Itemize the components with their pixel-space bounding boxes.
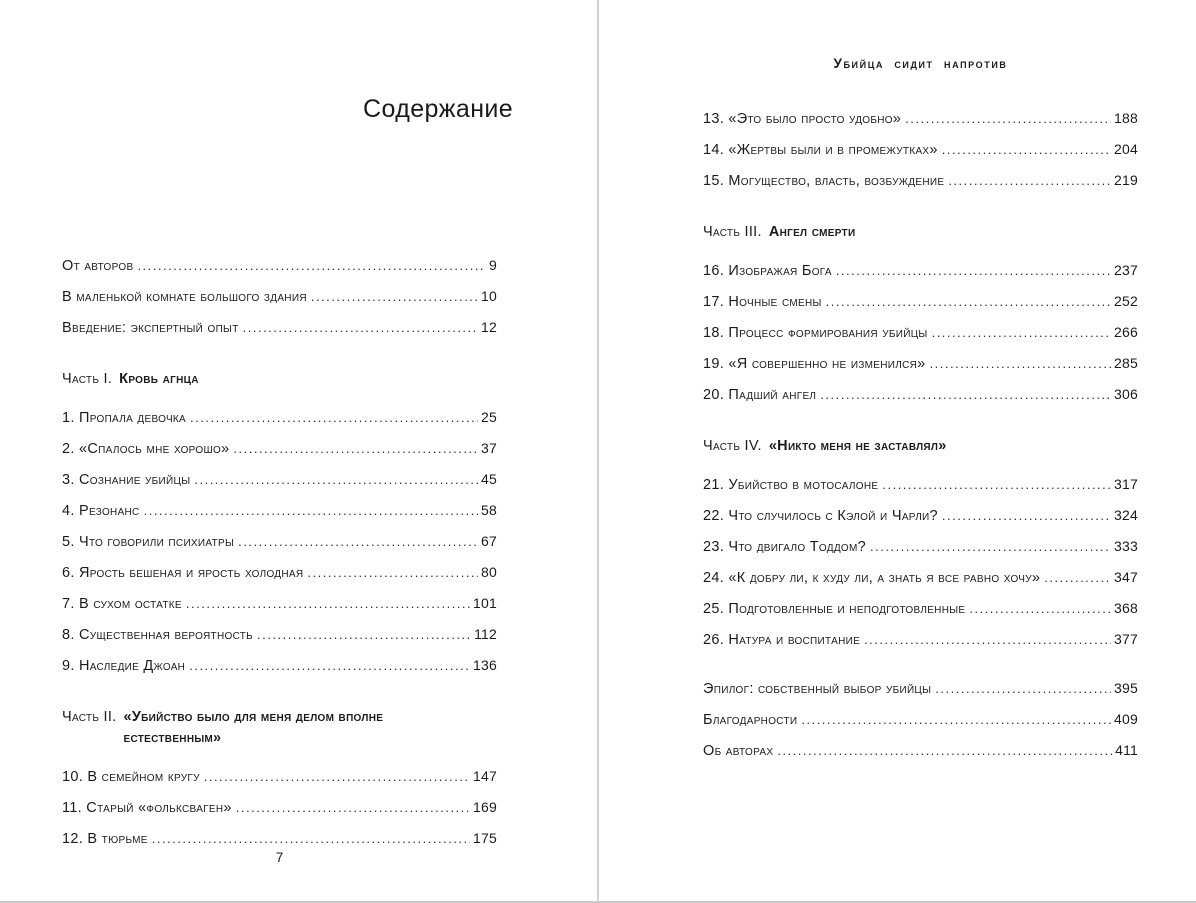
part-number: Часть I. — [62, 371, 113, 387]
toc-entry-label: 7. В сухом остатке — [62, 596, 182, 612]
toc-entry-page: 306 — [1114, 386, 1138, 402]
toc-entry — [62, 526, 497, 557]
toc-page-left — [0, 0, 598, 901]
toc-entry — [703, 165, 1138, 196]
toc-entry-label: 6. Ярость бешеная и ярость холодная — [62, 565, 304, 581]
part-title: Ангел смерти — [768, 224, 856, 240]
part-number: Часть III. — [703, 224, 762, 240]
toc-entry-page: 188 — [1114, 110, 1138, 126]
dot-leader — [826, 287, 1111, 317]
toc-back-matter — [703, 673, 1138, 766]
toc-entry-label: 22. Что случилось с Кэлой и Чарли? — [703, 508, 938, 524]
toc-entry — [62, 650, 497, 681]
toc-entry — [703, 500, 1138, 531]
part-heading-3 — [703, 222, 1138, 243]
toc-entry-label: 23. Что двигало Тоддом? — [703, 539, 866, 555]
toc-entry-label: 14. «Жертвы были и в промежутках» — [703, 142, 938, 158]
toc-part2-entries — [62, 761, 497, 854]
part-heading-1 — [62, 369, 497, 390]
toc-entry — [62, 464, 497, 495]
toc-entry-label: 17. Ночные смены — [703, 294, 822, 310]
toc-entry-page: 324 — [1114, 507, 1138, 523]
toc-entry-page: 12 — [481, 319, 497, 335]
toc-entry — [703, 255, 1138, 286]
toc-entry — [62, 250, 497, 281]
part-heading-4 — [703, 436, 1138, 457]
toc-entry — [62, 402, 497, 433]
toc-entry — [703, 317, 1138, 348]
toc-entry-label: 2. «Спалось мне хорошо» — [62, 441, 230, 457]
toc-entry-page: 368 — [1114, 600, 1138, 616]
dot-leader — [186, 589, 470, 619]
toc-entry-page: 136 — [473, 657, 497, 673]
toc-entry-label: В маленькой комнате большого здания — [62, 289, 307, 305]
toc-entry-label: Об авторах — [703, 743, 774, 759]
page-number-folio: 7 — [275, 850, 284, 865]
toc-title: Содержание — [363, 95, 514, 123]
dot-leader — [930, 349, 1111, 379]
toc-entry-page: 219 — [1114, 172, 1138, 188]
toc-entry-label: 24. «К добру ли, к худу ли, а знать я все равно хочу» — [703, 570, 1041, 586]
toc-entry-label: 8. Существенная вероятность — [62, 627, 254, 643]
toc-entry-label: Введение: экспертный опыт — [62, 320, 239, 336]
part-title: Кровь агнца — [119, 371, 199, 387]
toc-entry-page: 175 — [473, 830, 497, 846]
toc-entry — [62, 619, 497, 650]
dot-leader — [137, 251, 486, 281]
toc-entry-label: 11. Старый «фольксваген» — [62, 800, 232, 816]
dot-leader — [233, 434, 478, 464]
toc-entry-page: 409 — [1114, 711, 1138, 727]
toc-entry — [703, 379, 1138, 410]
dot-leader — [194, 465, 478, 495]
dot-leader — [777, 736, 1112, 766]
part-number: Часть IV. — [703, 438, 762, 454]
running-head: Убийца сидит напротив — [833, 56, 1008, 71]
toc-entry — [62, 557, 497, 588]
toc-entry-label: 9. Наследие Джоан — [62, 658, 186, 674]
toc-entry — [62, 792, 497, 823]
toc-entry — [703, 704, 1138, 735]
toc-entry-label: 21. Убийство в мотосалоне — [703, 477, 879, 493]
toc-entry — [62, 495, 497, 526]
toc-entry-page: 10 — [481, 288, 497, 304]
toc-entry-label: 25. Подготовленные и неподготовленные — [703, 601, 966, 617]
toc-entry-page: 204 — [1114, 141, 1138, 157]
toc-entry — [62, 281, 497, 312]
toc-part4-entries — [703, 469, 1138, 655]
toc-entry — [703, 348, 1138, 379]
dot-leader — [864, 625, 1111, 655]
toc-entry — [703, 286, 1138, 317]
dot-leader — [969, 594, 1111, 624]
dot-leader — [243, 313, 478, 343]
dot-leader — [1044, 563, 1111, 593]
toc-entry-page: 112 — [474, 626, 497, 642]
toc-part1-entries — [62, 402, 497, 681]
dot-leader — [238, 527, 478, 557]
toc-entry-label: 18. Процесс формирования убийцы — [703, 325, 928, 341]
toc-entry-page: 169 — [473, 799, 497, 815]
dot-leader — [836, 256, 1111, 286]
toc-entry-page: 347 — [1114, 569, 1138, 585]
part-number: Часть II. — [62, 709, 117, 725]
toc-entry — [703, 103, 1138, 134]
toc-entry-page: 58 — [481, 502, 497, 518]
toc-entry — [703, 134, 1138, 165]
dot-leader — [820, 380, 1111, 410]
toc-entry-label: 10. В семейном кругу — [62, 769, 200, 785]
toc-entry — [703, 593, 1138, 624]
toc-entry-label: 5. Что говорили психиатры — [62, 534, 235, 550]
toc-entry — [703, 469, 1138, 500]
toc-entry-page: 101 — [473, 595, 497, 611]
dot-leader — [942, 501, 1111, 531]
dot-leader — [307, 558, 478, 588]
dot-leader — [905, 104, 1111, 134]
toc-entry-page: 147 — [473, 768, 497, 784]
toc-entry-label: Благодарности — [703, 712, 798, 728]
toc-front-matter — [62, 250, 497, 343]
toc-entry — [703, 531, 1138, 562]
toc-entry-page: 9 — [489, 257, 497, 273]
toc-entry-label: Эпилог: собственный выбор убийцы — [703, 681, 932, 697]
toc-entry-page: 80 — [481, 564, 497, 580]
toc-entry-page: 237 — [1114, 262, 1138, 278]
dot-leader — [932, 318, 1111, 348]
toc-entry-label: От авторов — [62, 258, 134, 274]
toc-entry-page: 266 — [1114, 324, 1138, 340]
toc-entry — [703, 624, 1138, 655]
dot-leader — [942, 135, 1111, 165]
toc-entry-label: 3. Сознание убийцы — [62, 472, 191, 488]
dot-leader — [801, 705, 1111, 735]
toc-entry-page: 395 — [1114, 680, 1138, 696]
toc-entry-label: 12. В тюрьме — [62, 831, 148, 847]
toc-entry-page: 25 — [481, 409, 497, 425]
dot-leader — [311, 282, 478, 312]
toc-entry-page: 37 — [481, 440, 497, 456]
toc-entry-label: 15. Могущество, власть, возбуждение — [703, 173, 945, 189]
toc-entry-label: 26. Натура и воспитание — [703, 632, 861, 648]
toc-entry — [62, 588, 497, 619]
toc-entry-page: 67 — [481, 533, 497, 549]
toc-entry — [703, 562, 1138, 593]
toc-entry — [703, 673, 1138, 704]
toc-entry-label: 16. Изображая Бога — [703, 263, 832, 279]
part-heading-2 — [62, 707, 497, 749]
toc-entry-page: 285 — [1114, 355, 1138, 371]
toc-entry-page: 333 — [1114, 538, 1138, 554]
dot-leader — [948, 166, 1111, 196]
toc-entry-label: 19. «Я совершенно не изменился» — [703, 356, 926, 372]
toc-page-right — [598, 0, 1196, 901]
toc-entry-page: 377 — [1114, 631, 1138, 647]
toc-entry-label: 4. Резонанс — [62, 503, 140, 519]
toc-part3-entries — [703, 255, 1138, 410]
part-title: «Убийство было для меня делом вполне естественным» — [123, 709, 384, 746]
dot-leader — [882, 470, 1111, 500]
toc-entry — [62, 433, 497, 464]
dot-leader — [935, 674, 1111, 704]
dot-leader — [257, 620, 471, 650]
toc-entry-page: 411 — [1115, 742, 1138, 758]
dot-leader — [144, 496, 478, 526]
toc-entry — [62, 761, 497, 792]
toc-entry-page: 252 — [1114, 293, 1138, 309]
toc-part2-entries-continued — [703, 103, 1138, 196]
toc-entry-page: 317 — [1114, 476, 1138, 492]
toc-entry-label: 13. «Это было просто удобно» — [703, 111, 902, 127]
dot-leader — [189, 651, 470, 681]
toc-entry — [62, 312, 497, 343]
dot-leader — [236, 793, 470, 823]
dot-leader — [204, 762, 470, 792]
part-title: «Никто меня не заставлял» — [768, 438, 947, 454]
toc-entry-label: 1. Пропала девочка — [62, 410, 187, 426]
toc-entry-page: 45 — [481, 471, 497, 487]
dot-leader — [190, 403, 478, 433]
dot-leader — [870, 532, 1111, 562]
toc-entry — [703, 735, 1138, 766]
toc-entry-label: 20. Падший ангел — [703, 387, 817, 403]
